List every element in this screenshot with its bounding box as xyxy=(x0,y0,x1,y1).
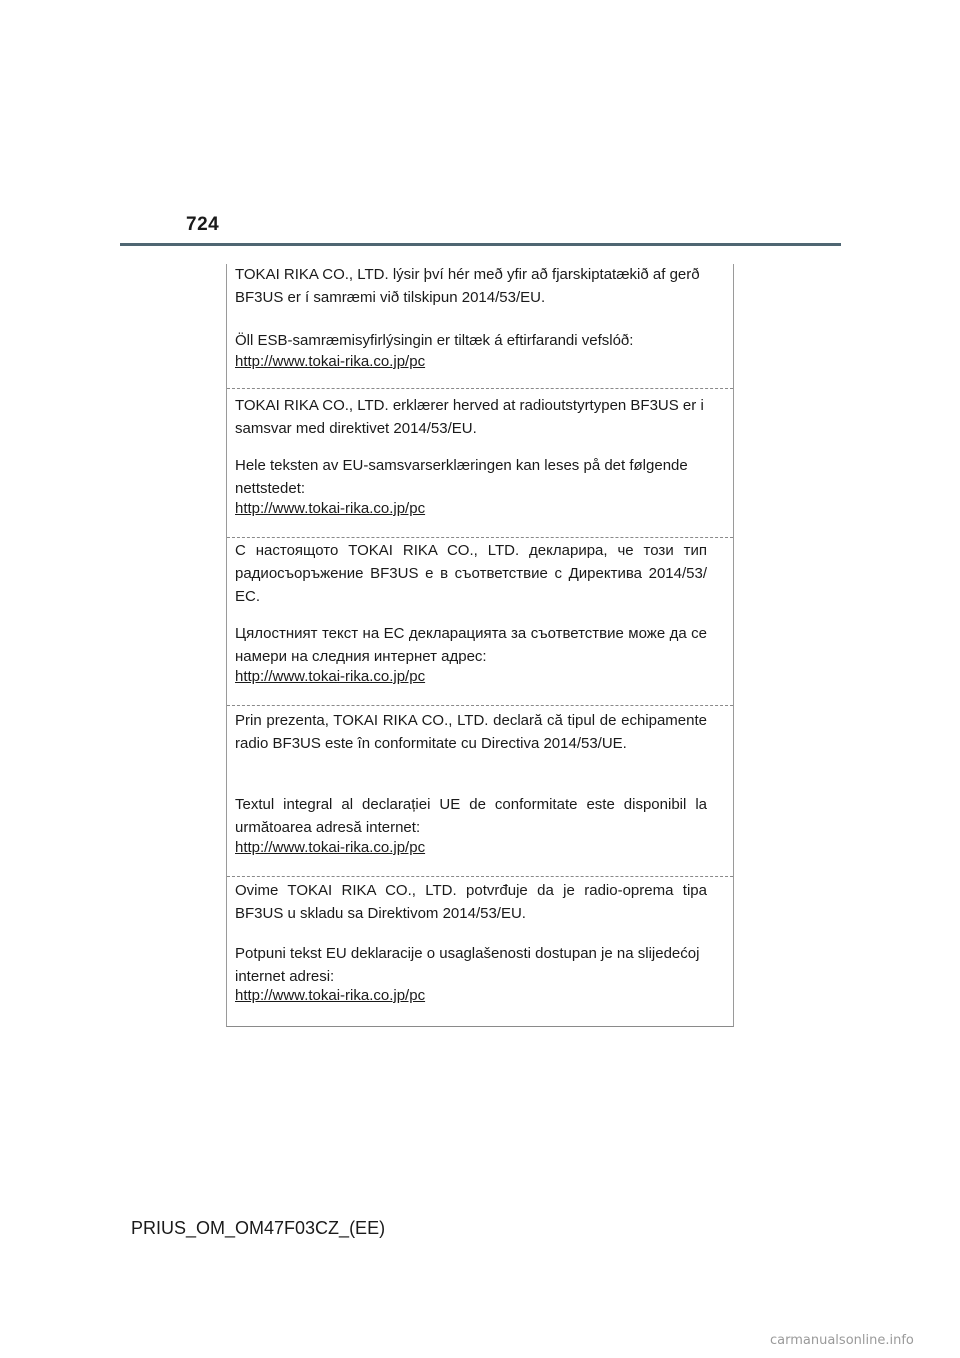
declaration-text: Prin prezenta, TOKAI RIKA CO., LTD. declară că tipul de echipamente radio BF3US este în conformitate cu Directiva 2014/53/UE. xyxy=(235,712,707,752)
watermark: carmanualsonline.info xyxy=(770,1333,914,1348)
availability-text: Potpuni tekst EU deklaracije o usaglašenosti dostupan je na slijedećoj internet adresi: xyxy=(235,945,700,985)
declaration-url-link[interactable]: http://www.tokai-rika.co.jp/pc xyxy=(235,987,426,1004)
header-rule xyxy=(120,243,841,246)
page-number: 724 xyxy=(186,214,220,235)
footer-document-code: PRIUS_OM_OM47F03CZ_(EE) xyxy=(131,1218,386,1238)
section-divider xyxy=(227,388,733,389)
section-divider xyxy=(227,876,733,877)
declaration-text: TOKAI RIKA CO., LTD. lýsir því hér með yfir að fjarskiptatækið af gerð BF3US er í samræmi við tilskipun 2014/53/EU. xyxy=(235,266,700,306)
declaration-url-link[interactable]: http://www.tokai-rika.co.jp/pc xyxy=(235,353,426,370)
declaration-text: Ovime TOKAI RIKA CO., LTD. potvrđuje da je radio-oprema tipa BF3US u skladu sa Direktivom 2014/53/EU. xyxy=(235,882,707,922)
declaration-url-link[interactable]: http://www.tokai-rika.co.jp/pc xyxy=(235,500,426,517)
availability-text: Цялостният текст на ЕС декларацията за съответствие може да се намери на следния интернет адрес: xyxy=(235,625,707,665)
declarations-box xyxy=(226,264,734,1027)
declaration-text: С настоящото TOKAI RIKA CO., LTD. декларира, че този тип радиосъоръжение BF3US е в съответствие с Директива 2014/53/ЕС. xyxy=(235,542,707,605)
availability-text: Öll ESB-samræmisyfirlýsingin er tiltæk á eftirfarandi vefslóð: xyxy=(235,332,634,349)
section-divider xyxy=(227,537,733,538)
section-divider xyxy=(227,705,733,706)
declaration-text: TOKAI RIKA CO., LTD. erklærer herved at radioutstyrtypen BF3US er i samsvar med direktivet 2014/53/EU. xyxy=(235,397,704,437)
availability-text: Textul integral al declarației UE de conformitate este disponibil la următoarea adresă internet: xyxy=(235,796,707,836)
declaration-url-link[interactable]: http://www.tokai-rika.co.jp/pc xyxy=(235,839,426,856)
declaration-url-link[interactable]: http://www.tokai-rika.co.jp/pc xyxy=(235,668,426,685)
availability-text: Hele teksten av EU-samsvarserklæringen kan leses på det følgende nettstedet: xyxy=(235,457,688,497)
